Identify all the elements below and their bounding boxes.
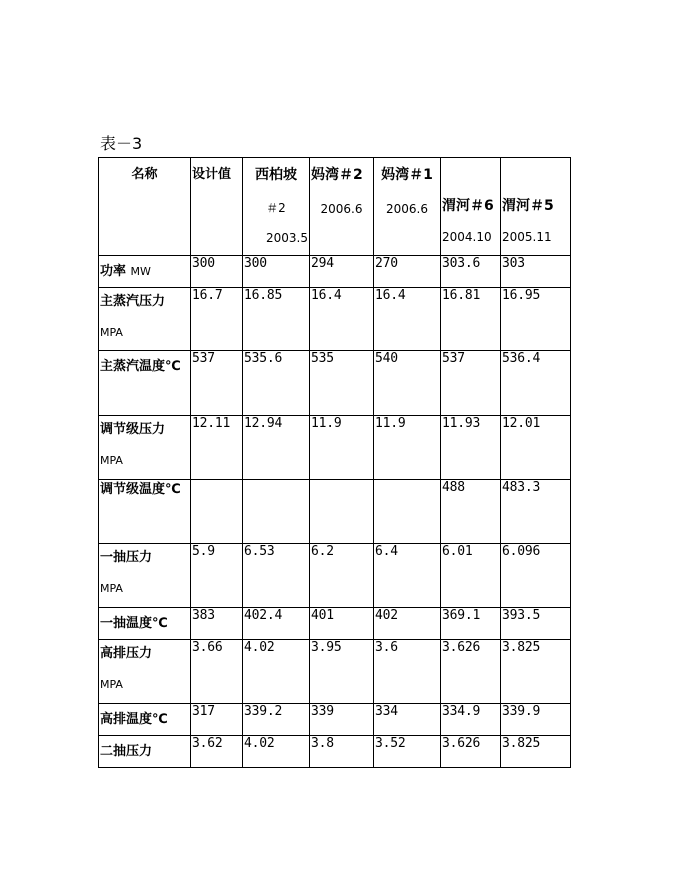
cell: 6.4	[374, 544, 441, 608]
row-label: 高排温度℃	[99, 704, 191, 736]
cell: 383	[191, 608, 243, 640]
table-row	[99, 544, 571, 608]
cell: 3.626	[441, 736, 501, 768]
table-row	[99, 640, 571, 704]
header-mawan-2: 妈湾＃2 2006.6	[310, 158, 374, 256]
cell: 16.4	[374, 288, 441, 351]
cell: 536.4	[501, 351, 571, 416]
row-label: 高排压力 MPA	[99, 640, 191, 704]
table-row	[99, 256, 571, 288]
row-label: 一抽温度℃	[99, 608, 191, 640]
cell: 537	[441, 351, 501, 416]
cell: 11.9	[374, 416, 441, 480]
row-label: 功率 MW	[99, 256, 191, 288]
cell: 540	[374, 351, 441, 416]
cell: 3.52	[374, 736, 441, 768]
cell: 6.2	[310, 544, 374, 608]
cell: 270	[374, 256, 441, 288]
cell: 303	[501, 256, 571, 288]
table-row	[99, 480, 571, 544]
cell: 3.62	[191, 736, 243, 768]
cell: 393.5	[501, 608, 571, 640]
cell: 12.11	[191, 416, 243, 480]
header-mawan-1: 妈湾＃1 2006.6	[374, 158, 441, 256]
row-label: 调节级温度℃	[99, 480, 191, 544]
cell: 537	[191, 351, 243, 416]
cell: 3.626	[441, 640, 501, 704]
header-weihe-6: 渭河＃6 2004.10	[441, 158, 501, 256]
cell: 303.6	[441, 256, 501, 288]
cell: 3.6	[374, 640, 441, 704]
cell: 6.096	[501, 544, 571, 608]
row-label: 二抽压力	[99, 736, 191, 768]
table-row	[99, 288, 571, 351]
cell: 402	[374, 608, 441, 640]
cell: 3.95	[310, 640, 374, 704]
table-row	[99, 704, 571, 736]
cell: 339.2	[243, 704, 310, 736]
cell: 11.93	[441, 416, 501, 480]
cell: 334	[374, 704, 441, 736]
cell: 483.3	[501, 480, 571, 544]
cell: 402.4	[243, 608, 310, 640]
cell: 3.8	[310, 736, 374, 768]
cell: 294	[310, 256, 374, 288]
cell: 16.85	[243, 288, 310, 351]
cell: 300	[191, 256, 243, 288]
cell	[310, 480, 374, 544]
cell: 12.94	[243, 416, 310, 480]
cell: 535.6	[243, 351, 310, 416]
cell: 16.7	[191, 288, 243, 351]
cell: 5.9	[191, 544, 243, 608]
cell: 16.81	[441, 288, 501, 351]
cell: 16.95	[501, 288, 571, 351]
cell: 300	[243, 256, 310, 288]
cell: 334.9	[441, 704, 501, 736]
cell: 3.66	[191, 640, 243, 704]
row-label: 调节级压力 MPA	[99, 416, 191, 480]
header-name: 名称	[99, 158, 191, 256]
cell: 369.1	[441, 608, 501, 640]
header-row	[99, 158, 571, 256]
table-row	[99, 351, 571, 416]
cell: 339.9	[501, 704, 571, 736]
cell: 11.9	[310, 416, 374, 480]
cell: 3.825	[501, 640, 571, 704]
table-caption: 表－3	[100, 134, 143, 153]
table-row	[99, 608, 571, 640]
cell: 339	[310, 704, 374, 736]
cell: 12.01	[501, 416, 571, 480]
row-label: 一抽压力 MPA	[99, 544, 191, 608]
cell: 4.02	[243, 640, 310, 704]
cell: 535	[310, 351, 374, 416]
row-label: 主蒸汽压力 MPA	[99, 288, 191, 351]
header-weihe-5: 渭河＃5 2005.11	[501, 158, 571, 256]
cell: 401	[310, 608, 374, 640]
comparison-table	[98, 157, 571, 768]
cell	[191, 480, 243, 544]
cell: 6.53	[243, 544, 310, 608]
cell: 4.02	[243, 736, 310, 768]
header-xibaipo-2: 西柏坡 ＃2 2003.5	[243, 158, 310, 256]
table-row	[99, 736, 571, 768]
cell: 317	[191, 704, 243, 736]
cell: 488	[441, 480, 501, 544]
cell	[243, 480, 310, 544]
row-label: 主蒸汽温度℃	[99, 351, 191, 416]
cell	[374, 480, 441, 544]
header-design: 设计值	[191, 158, 243, 256]
cell: 6.01	[441, 544, 501, 608]
table-row	[99, 416, 571, 480]
cell: 16.4	[310, 288, 374, 351]
cell: 3.825	[501, 736, 571, 768]
